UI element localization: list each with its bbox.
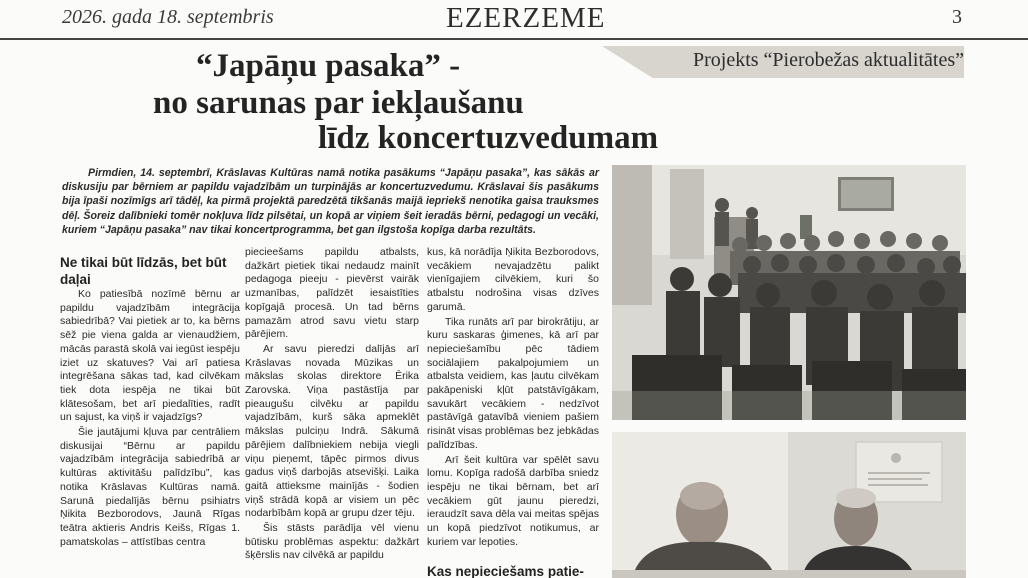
- paragraph: Šie jautājumi kļuva par centrāliem diskusijai “Bērnu ar papildu vajadzībām integrācija sabiedrībā ar kultūras aktivitāšu palīdzību”, kas notika Krāslavas Kultūras namā. Sarunā piedalījās bērnu psihiatrs Ņikita Bezborodovs, Jaunā Rīgas teātra aktieris Andris Keišs, Rīgas 1. pamatskolas – attīstības centra: [60, 426, 240, 548]
- paragraph: piecieešams papildu atbalsts, dažkārt pietiek tikai nedaudz mainīt pedagoga pieeju - pievērst vairāk uzmanības, palīdzēt iesaistīties kopīgajā procesā. Un tad bērns pamazām atrod savu vietu starp pārējiem.: [245, 246, 419, 341]
- project-label: Projekts “Pierobežas aktualitātes”: [692, 49, 964, 71]
- paragraph: Arī šeit kultūra var spēlēt savu lomu. Kopīga radošā darbība sniedz iespēju ne tikai bērnam, bet arī vecākiem gūt jaunu pieredzi, ieraudzīt sava dēla vai meitas spējas un kopā piedzīvot notikumus, ar kuriem var lepoties.: [427, 453, 599, 548]
- issue-date: 2026. gada 18. septembris: [62, 6, 274, 28]
- paragraph: Ar savu pieredzi dalījās arī Krāslavas novada Mūzikas un mākslas skolas direktore Ērika Zarovska. Viņa pastāstīja par pieaugušu cilvēku ar papildu vajadzībām, kurš sāka apmeklēt mākslas pulciņu Indrā. Sākumā pārējiem dalībniekiem nebija viegli viņu pieņemt, tāpēc pirmos divus gadus viņš darbojās atsevišķi. Laika gaitā attieksme mainījās - šodien viņš strādā kopā ar visiem un pēc nodarbībām kopā ar grupu dzer tēju.: [245, 342, 419, 520]
- headline-line-1: “Japāņu pasaka” -: [196, 48, 461, 84]
- paragraph: Šis stāsts parādīja vēl vienu būtisku problēmas aspektu: dažkārt šķērslis nav cilvēkā ar papildu: [245, 522, 419, 562]
- page-number: 3: [952, 6, 962, 28]
- speakers-photo: [612, 432, 966, 578]
- header-rule: [0, 38, 1028, 40]
- headline-line-3: līdz koncertuzvedumam: [318, 120, 659, 156]
- article-column-1: [60, 288, 240, 550]
- audience-photo: [612, 165, 966, 420]
- article-column-2: [245, 246, 419, 564]
- paragraph: Ko patiesībā nozīmē bērnu ar papildu vajadzībām integrācija sabiedrībā? Vai pietiek ar to, ka bērns sēž pie viena galda ar vienaudžiem, mācās parastā skolā vai iegūst iespēju iziet uz skatuves? Vai arī patiesa integrēšana sākas tad, kad cilvēkam tiek dota iespēja ne tikai būt klātesošam, bet arī piedalīties, radīt un sajust, ka viņš ir vajadzīgs?: [60, 288, 240, 424]
- section-subhead: Ne tikai būt līdzās, bet būt daļai: [60, 255, 227, 287]
- newspaper-masthead: EZERZEME: [446, 2, 606, 34]
- section-subhead-2: Kas nepieciešams patie-: [427, 564, 584, 578]
- headline-line-2: no sarunas par iekļaušanu: [153, 85, 524, 121]
- paragraph: Tika runāts arī par birokrātiju, ar kuru saskaras ģimenes, kā arī par nepieciešamību pēc tādiem sociālajiem pakalpojumiem un atbalsta veidiem, kas ļautu cilvēkam pakāpeniski kļūt patstāvīgākam, savukārt vecākiem - nedzīvot pastāvīgā gatavībā vieniem pašiem risināt visas problēmas bez jebkādas palīdzības.: [427, 315, 599, 451]
- article-column-3: [427, 246, 599, 550]
- paragraph: kus, kā norādīja Ņikita Bezborodovs, vecākiem nevajadzētu palikt vienīgajiem cilvēkiem, kuri šo atbalstu nodrošina visas dzīves garumā.: [427, 246, 599, 313]
- article-lead: Pirmdien, 14. septembrī, Krāslavas Kultūras namā notika pasākums “Japāņu pasaka”, kas sākās ar diskusiju par bērniem ar papildu vajadzībām un turpinājās ar koncertuzvedumu. Krāslavai šis pasākums bija īpaši nozīmīgs arī tādēļ, ka pirmā projektā paredzētā tikšanās maijā iepriekš nenotika gaisa trauksmes dēļ. Šoreiz dalībnieki tomēr nokļuva līdz pilsētai, un kopā ar viņiem šeit ieradās bērni, pedagogi un vecāki, kuriem “Japāņu pasaka” nav tikai koncertprogramma, bet gan ilgstoša kopīga darba rezultāts.: [62, 167, 599, 236]
